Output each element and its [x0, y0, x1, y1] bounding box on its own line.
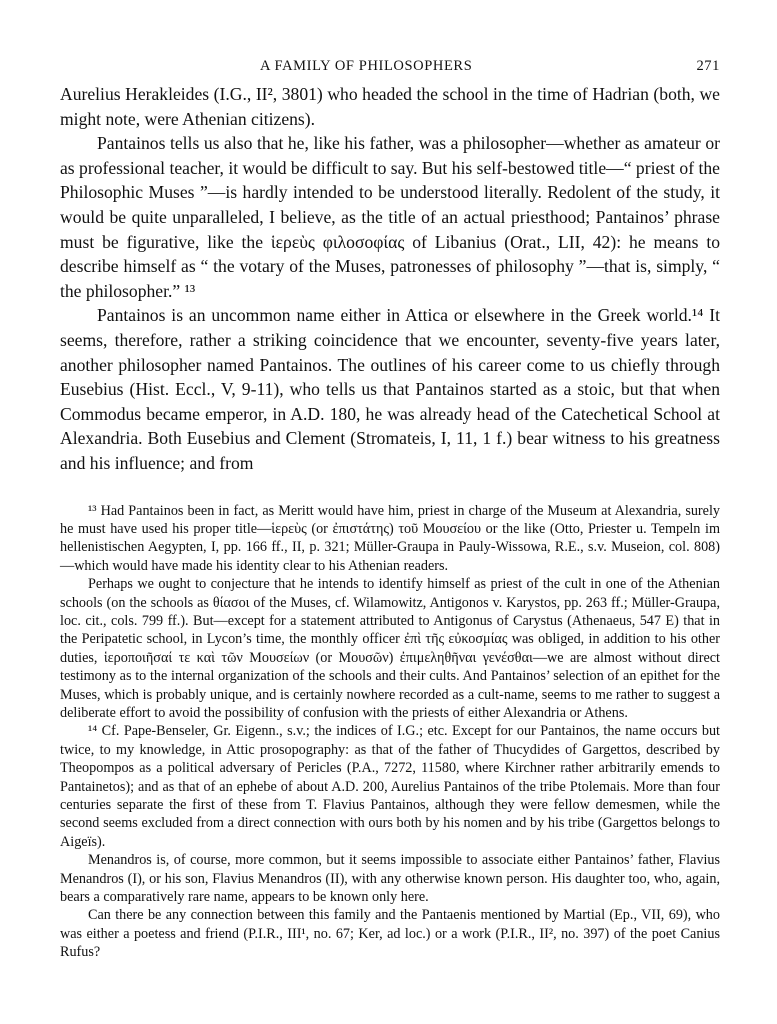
page-number: 271 [696, 58, 720, 74]
footnote-13-para-1: ¹³ Had Pantainos been in fact, as Meritt would have him, priest in charge of the Museum at Alexandria, surely he must have used his proper title—ἱερεὺς (or ἐπιστάτης) τοῦ Μουσείου or the like (Otto, Priester u. Tempeln im hellenistischen Aegypten, I, pp. 166 ff., II, p. 321; Müller-Graupa in Pauly-Wissowa, R.E., s.v. Museion, col. 808)—which would have made his identity clear to his Athenian readers. [60, 502, 720, 574]
footnote-13-para-2: Perhaps we ought to conjecture that he intends to identify himself as priest of the cult in one of the Athenian schools (on the schools as θίασοι of the Muses, cf. Wilamowitz, Antigonos v. Karystos, pp. 263 ff.; Müller-Graupa, loc. cit., cols. 799 ff.). But—except for a statement attributed to Antigonus of Carystus (Athenaeus, 547 E) that in the Peripatetic school, in Lycon’s time, the monthly officer ἐπὶ τῆς εὐκοσμίας was obliged, in addition to his other duties, ἱεροποιῆσαί τε καὶ τῶν Μουσείων (or Μουσῶν) ἐπιμεληθῆναι γενέσθαι—we are almost without direct testimony as to the internal organization of the schools and their cults. And Pantainos’ selection of an epithet for the Muses, which is probably unique, and is certainly nowhere recorded as a cult-name, seems to me rather to suggest a deliberate effort to avoid the possibility of confusion with the priests of either Alexandria or Athens. [60, 576, 720, 721]
footnote-14-para-1: ¹⁴ Cf. Pape-Benseler, Gr. Eigenn., s.v.; the indices of I.G.; etc. Except for our Pantainos, the name occurs but twice, to my knowledge, in Attic prosopography: as that of the father of Thucydides of Gargettos, described by Theopompos as a political adversary of Pericles (P.A., 7272, 11580, where Kirchner rather arbitrarily emends to Pantainetos); and as that of an ephebe of about A.D. 200, Aurelius Pantainos of the tribe Ptolemais. More than four centuries separate the first of these from T. Flavius Pantainos, although they were fellow demesmen, while the second seems excluded from a direct connection with ours both by his nomen and by his tribe (Gargettos belongs to Aigeïs). [60, 723, 720, 850]
running-header [60, 58, 720, 82]
main-text [60, 82, 720, 476]
body-paragraph-1: Aurelius Herakleides (I.G., II², 3801) who headed the school in the time of Hadrian (both, we might note, were Athenian citizens). [60, 84, 720, 129]
footnote-14-para-3: Can there be any connection between this family and the Pantaenis mentioned by Martial (Ep., VII, 69), who was either a poetess and friend (P.I.R., III¹, no. 67; Ker, ad loc.) or a work (P.I.R., II², no. 397) of the poet Canius Rufus? [60, 907, 720, 961]
footnote-14-para-2: Menandros is, of course, more common, but it seems impossible to associate either Pantainos’ father, Flavius Menandros (I), or his son, Flavius Menandros (II), with any otherwise known person. His daughter too, who, again, bears a comparatively rare name, appears to be known only here. [60, 852, 720, 906]
running-title: A FAMILY OF PHILOSOPHERS [260, 58, 473, 74]
book-page [60, 58, 720, 962]
footnotes [60, 502, 720, 962]
body-paragraph-2: Pantainos tells us also that he, like his father, was a philosopher—whether as amateur or as professional teacher, it would be difficult to say. But his self-bestowed title—“ priest of the Philosophic Muses ”—is hardly intended to be understood literally. Redolent of the study, it would be quite unparalleled, I believe, as the title of an actual priesthood; Pantainos’ phrase must be figurative, like the ἱερεὺς φιλοσοφίας of Libanius (Orat., LII, 42): he means to describe himself as “ the votary of the Muses, patronesses of philosophy ”—that is, simply, “ the philosopher.” ¹³ [60, 133, 720, 301]
body-paragraph-3: Pantainos is an uncommon name either in Attica or elsewhere in the Greek world.¹⁴ It seems, therefore, rather a striking coincidence that we encounter, seventy-five years later, another philosopher named Pantainos. The outlines of his career come to us chiefly through Eusebius (Hist. Eccl., V, 9-11), who tells us that Pantainos started as a stoic, but that when Commodus became emperor, in A.D. 180, he was already head of the Catechetical School at Alexandria. Both Eusebius and Clement (Stromateis, I, 11, 1 f.) bear witness to his greatness and his influence; and from [60, 305, 720, 473]
